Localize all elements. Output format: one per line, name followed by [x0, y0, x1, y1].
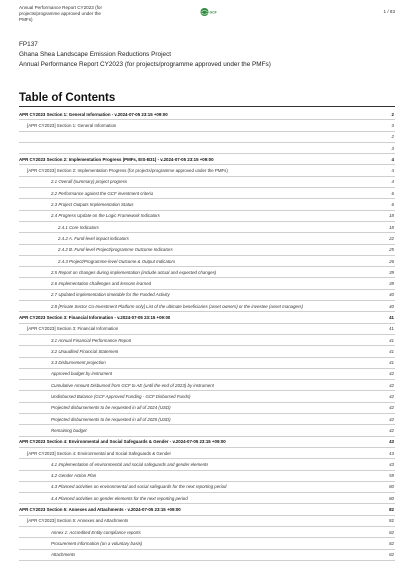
toc-entry-page: 4 — [391, 156, 394, 162]
toc-entry-title: APR CY2023 Section 5: Annexes and Attachments - v.2024-07-05 23:15 +09:00 — [19, 507, 181, 513]
toc-entry-page: 18 — [389, 213, 394, 219]
toc-entry-page: 18 — [389, 224, 394, 230]
fp-code: FP137 — [19, 41, 38, 48]
toc-entry[interactable] — [19, 256, 395, 267]
toc-entry[interactable] — [19, 165, 395, 176]
toc-entry-title: 2.8 [Private Sector Co-Investment Platform only] List of the ultimate beneficiaries (asset owners) or the investee (asset managers) — [51, 303, 304, 309]
toc-entry-title: APR CY2023 Section 1: General Information - v.2024-07-05 23:15 +09:00 — [19, 111, 168, 117]
document-intro — [19, 40, 399, 70]
toc-entry-page: 40 — [389, 292, 394, 298]
toc-entry-page: 22 — [389, 235, 394, 241]
toc-entry-title: 2.3 Project Outputs Implementation Status — [51, 202, 134, 208]
toc-entry[interactable] — [19, 425, 395, 436]
toc-entry-title: 2.4.1 Core Indicators — [58, 224, 99, 230]
toc-entry[interactable] — [19, 550, 395, 561]
toc-entry-page: 43 — [389, 461, 394, 467]
toc-entry[interactable] — [19, 527, 395, 538]
toc-entry-title: APR CY2023 Section 4: Environmental and Social Safeguards & Gender - v.2024-07-05 23:15 +09:00 — [19, 439, 226, 445]
toc-entry-title: 2.4 Progress Update on the Logic Framework Indicators — [51, 213, 160, 219]
toc-heading: Table of Contents — [19, 92, 116, 104]
toc-entry[interactable] — [19, 109, 395, 120]
toc-entry[interactable] — [19, 516, 395, 527]
toc-entry[interactable] — [19, 538, 395, 549]
toc-entry-page: 43 — [389, 439, 394, 445]
toc-entry-page: 26 — [389, 258, 394, 264]
toc-entry-page: 42 — [389, 427, 394, 433]
toc-entry-page: 80 — [389, 495, 394, 501]
toc-entry-title: 2.4.3 Project/Programme-level Outcome & Output Indicators — [58, 258, 176, 264]
toc-entry-title: Remaining budget — [51, 427, 87, 433]
toc-entry[interactable] — [19, 335, 395, 346]
toc-entry-title: Approved budget by instrument — [51, 371, 113, 377]
toc-entry-title: Attachments — [51, 552, 76, 558]
toc-entry-page: 43 — [389, 450, 394, 456]
toc-entry[interactable] — [19, 324, 395, 335]
toc-entry[interactable] — [19, 493, 395, 504]
toc-entry-title: Projected disbursements to be requested in all of 2024 (USD) — [51, 405, 171, 411]
toc-entry-page: 4 — [391, 168, 394, 174]
toc-entry[interactable] — [19, 391, 395, 402]
toc-entry-title: 3.1 Annual Financial Performance Report — [51, 337, 132, 343]
project-name: Ghana Shea Landscape Emission Reductions Project — [19, 51, 172, 58]
toc-entry[interactable] — [19, 369, 395, 380]
toc-entry-title: Annex 1: Accredited Entity compliance reports — [51, 529, 141, 535]
toc-entry-page: 39 — [389, 269, 394, 275]
toc-entry-title: 3.2 Unaudited Financial Statement — [51, 348, 119, 354]
toc-entry[interactable] — [19, 437, 395, 448]
toc-entry[interactable] — [19, 188, 395, 199]
toc-entry-title: Procurement information (on a voluntary basis) — [51, 540, 143, 546]
toc-entry-title: 2.5 Report on changes during implementation (include actual and expected changes) — [51, 269, 217, 275]
toc-entry[interactable] — [19, 358, 395, 369]
toc-entry[interactable] — [19, 414, 395, 425]
toc-entry-page: 82 — [389, 552, 394, 558]
toc-entry-title: 4.3 Planned activities on environmental and social safeguards for the next reporting period — [51, 484, 227, 490]
toc-entry-title: [APR CY2023] Section 3: Financial Information — [27, 326, 119, 332]
toc-entry[interactable] — [19, 233, 395, 244]
toc-entry-title: [APR CY2023] Section 4: Environmental and Social Safeguards & Gender — [27, 450, 171, 456]
toc-entry[interactable] — [19, 403, 395, 414]
toc-entry[interactable] — [19, 120, 395, 131]
toc-entry-page: 42 — [389, 405, 394, 411]
toc-entry-page: 41 — [389, 314, 394, 320]
toc-entry-page: 4 — [391, 179, 394, 185]
toc-entry-page: 80 — [389, 484, 394, 490]
toc-entry-page: 39 — [389, 281, 394, 287]
toc-entry-title: Projected disbursements to be requested in all of 2025 (USD) — [51, 416, 171, 422]
toc-entry[interactable] — [19, 312, 395, 323]
toc-entry[interactable] — [19, 301, 395, 312]
toc-entry-title: 2.2 Performance against the GCF investment criteria — [51, 190, 154, 196]
toc-entry-page: 2 — [391, 134, 394, 140]
toc-entry[interactable] — [19, 222, 395, 233]
toc-entry-page: 41 — [389, 326, 394, 332]
svg-text:GCF: GCF — [209, 10, 217, 15]
toc-entry[interactable] — [19, 154, 395, 165]
toc-entry-title: 4.1 Implementation of environmental and social safeguards and gender elements — [51, 461, 209, 467]
toc-entry-page: 41 — [389, 337, 394, 343]
toc-entry[interactable] — [19, 346, 395, 357]
toc-entry-title: 2.4.2 A. Fund-level impact indicators — [58, 235, 129, 241]
toc-entry[interactable] — [19, 482, 395, 493]
toc-entry-title: 2.7 Updated implementation timetable for the Funded Activity — [51, 292, 170, 298]
toc-entry-title: 4.2 Gender Action Plan — [51, 473, 97, 479]
toc-entry-title: APR CY2023 Section 3: Financial Information - v.2024-07-05 23:15 +09:00 — [19, 314, 171, 320]
toc-entry-page: 3 — [391, 145, 394, 151]
toc-entry[interactable] — [19, 448, 395, 459]
toc-entry-page: 82 — [389, 540, 394, 546]
page-number: 1 / 83 — [383, 9, 395, 14]
toc-entry-page: 42 — [389, 371, 394, 377]
toc-entry[interactable] — [19, 143, 395, 154]
report-title: Annual Performance Report CY2023 (for projects/programme approved under the PMFs) — [19, 61, 271, 68]
toc-entry-page: 42 — [389, 394, 394, 400]
toc-entry-page: 3 — [391, 122, 394, 128]
toc-divider — [19, 106, 395, 107]
toc-entry[interactable] — [19, 177, 395, 188]
toc-entry-page: 42 — [389, 416, 394, 422]
running-header-title: Annual Performance Report CY2023 (for projects/programme approved under the PMFs) — [19, 5, 102, 22]
toc-entry[interactable] — [19, 471, 395, 482]
toc-entry[interactable] — [19, 132, 395, 143]
table-of-contents — [19, 109, 395, 561]
toc-entry-page: 6 — [391, 190, 394, 196]
toc-entry-page: 40 — [389, 303, 394, 309]
toc-entry[interactable] — [19, 245, 395, 256]
toc-entry-page: 6 — [391, 202, 394, 208]
toc-entry-page: 82 — [389, 529, 394, 535]
toc-entry-page: 2 — [391, 111, 394, 117]
toc-entry-page: 41 — [389, 360, 394, 366]
toc-entry-title: 3.3 Disbursement projection — [51, 360, 106, 366]
toc-entry-title: 2.1 Overall (summary) project progress — [51, 179, 128, 185]
toc-entry[interactable] — [19, 211, 395, 222]
toc-entry[interactable] — [19, 267, 395, 278]
toc-entry-page: 82 — [389, 518, 394, 524]
toc-entry-page: 25 — [389, 247, 394, 253]
gcf-logo — [200, 7, 218, 17]
toc-entry[interactable] — [19, 278, 395, 289]
toc-entry-title: 4.4 Planned activities on gender elements for the next reporting period — [51, 495, 188, 501]
toc-entry-title: Cumulative Amount Disbursed from GCF to AE (until the end of 2023) by instrument — [51, 382, 214, 388]
toc-entry[interactable] — [19, 290, 395, 301]
toc-entry-page: 41 — [389, 348, 394, 354]
toc-entry[interactable] — [19, 504, 395, 515]
toc-entry-page: 42 — [389, 382, 394, 388]
toc-entry-page: 59 — [389, 473, 394, 479]
toc-entry-title: [APR CY2023] Section 2: Implementation Progress (for projects/programme approved under the PMFs) — [27, 168, 228, 174]
toc-entry-title: [APR CY2023] Section 5: Annexes and Attachments — [27, 518, 129, 524]
toc-entry[interactable] — [19, 380, 395, 391]
toc-entry[interactable] — [19, 459, 395, 470]
toc-entry-title: [APR CY2023] Section 1: General Information — [27, 122, 117, 128]
toc-entry-title: 2.6 Implementation challenges and lessons learned — [51, 281, 152, 287]
toc-entry-title: Undisbursed Balance (GCF Approved Funding - GCF Disbursed Funds) — [51, 394, 191, 400]
toc-entry-title: APR CY2023 Section 2: Implementation Progress (PMFs, EIS-B31) - v.2024-07-05 23:15 +09:00 — [19, 156, 214, 162]
toc-entry-page: 82 — [389, 507, 394, 513]
toc-entry-title: 2.4.2 B. Fund-level Project/programme Outcome Indicators — [58, 247, 173, 253]
toc-entry[interactable] — [19, 199, 395, 210]
